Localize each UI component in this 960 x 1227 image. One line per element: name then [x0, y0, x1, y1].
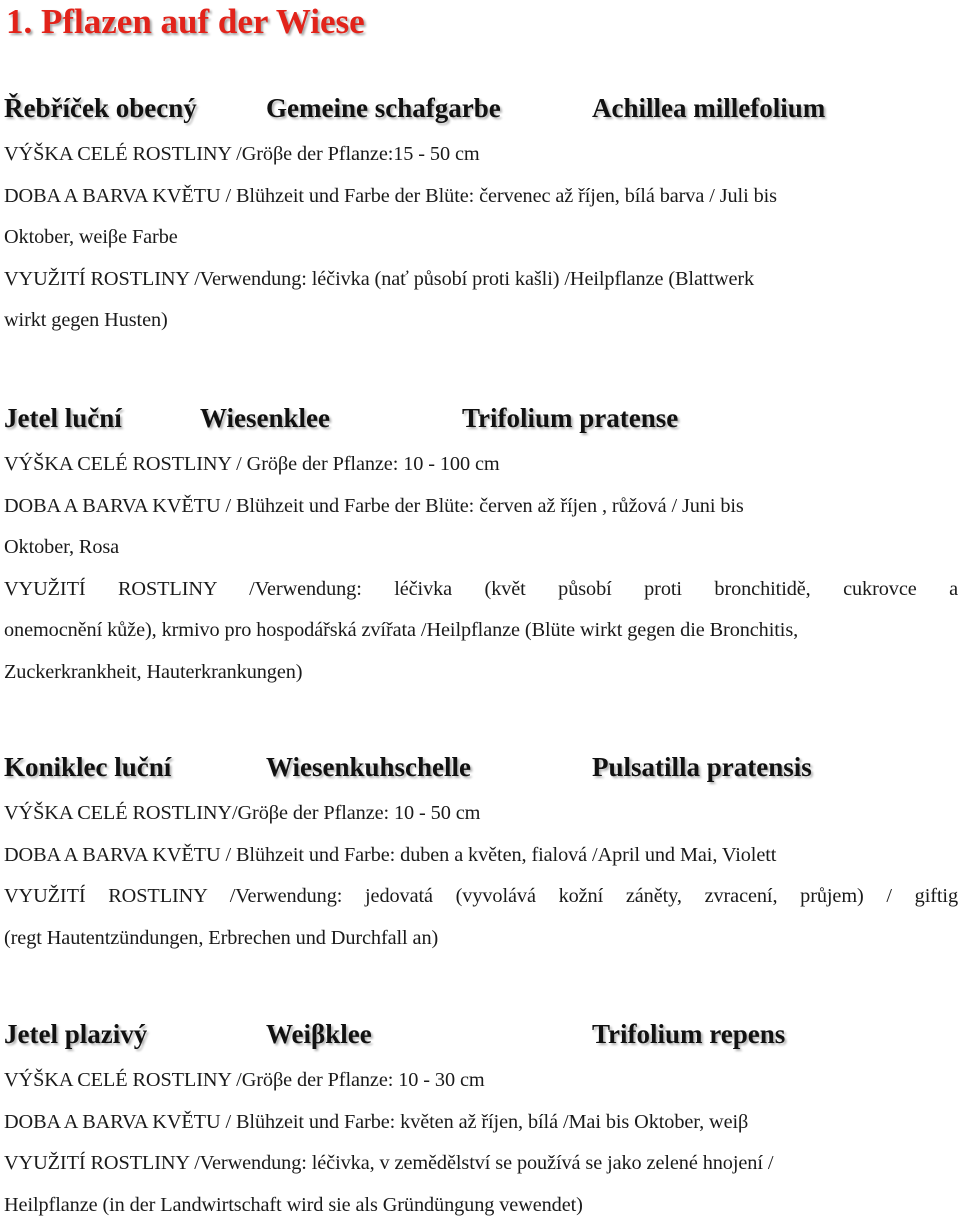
plant-name-czech: Jetel luční — [4, 403, 122, 433]
plant-bloom-line: DOBA A BARVA KVĚTU / Blühzeit und Farbe der Blüte: červenec až říjen, bílá barva / Juli bis — [4, 184, 777, 207]
plant-name-german: Wiesenkuhschelle — [266, 752, 472, 782]
plant-usage-line-cont: onemocnění kůže), krmivo pro hospodářská zvířata /Heilpflanze (Blüte wirkt gegen die Bronchitis, — [4, 619, 799, 642]
plant-height-line: VÝŠKA CELÉ ROSTLINY /Gröβe der Pflanze:15 - 50 cm — [4, 143, 480, 165]
plant-height-line: VÝŠKA CELÉ ROSTLINY/Gröβe der Pflanze: 10 - 50 cm — [4, 802, 481, 824]
plant-section-pulsatilla — [4, 749, 958, 959]
plant-name-german: Gemeine schafgarbe — [266, 93, 501, 123]
plant-usage-line-cont: Zuckerkrankheit, Hauterkrankungen) — [4, 660, 303, 683]
plant-bloom-line: DOBA A BARVA KVĚTU / Blühzeit und Farbe: duben a květen, fialová /April und Mai, Violett — [4, 843, 777, 866]
plant-usage-line-cont: Heilpflanze (in der Landwirtschaft wird sie als Gründüngung vewendet) — [4, 1193, 583, 1216]
plant-details — [4, 793, 958, 959]
plant-height-line: VÝŠKA CELÉ ROSTLINY /Gröβe der Pflanze: 10 - 30 cm — [4, 1069, 485, 1091]
plant-height-line: VÝŠKA CELÉ ROSTLINY / Gröβe der Pflanze: 10 - 100 cm — [4, 453, 500, 475]
plant-bloom-line: DOBA A BARVA KVĚTU / Blühzeit und Farbe: květen až říjen, bílá /Mai bis Oktober, weiβ — [4, 1110, 749, 1133]
plant-name-latin: Pulsatilla pratensis — [592, 752, 812, 782]
plant-name-czech: Jetel plazivý — [4, 1019, 148, 1049]
plant-usage-line: VYUŽITÍ ROSTLINY /Verwendung: léčivka (květ působí proti bronchitidě, cukrovce a — [4, 577, 958, 600]
plant-name-latin: Trifolium pratense — [462, 403, 679, 433]
plant-heading — [4, 749, 958, 785]
plant-heading — [4, 90, 958, 126]
plant-name-czech: Koniklec luční — [4, 752, 172, 782]
plant-details — [4, 134, 958, 342]
plant-section-achillea — [4, 90, 958, 342]
plant-heading — [4, 400, 958, 436]
plant-bloom-line: DOBA A BARVA KVĚTU / Blühzeit und Farbe der Blüte: červen až říjen , růžová / Juni bis — [4, 494, 744, 517]
plant-usage-line-cont: wirkt gegen Husten) — [4, 309, 168, 332]
plant-section-trifolium-pratense — [4, 400, 958, 694]
plant-usage-line-cont: (regt Hautentzündungen, Erbrechen und Durchfall an) — [4, 926, 439, 949]
plant-bloom-line-cont: Oktober, weiβe Farbe — [4, 226, 178, 249]
plant-heading — [4, 1016, 958, 1052]
plant-name-latin: Achillea millefolium — [592, 93, 826, 123]
page-title: 1. Pflazen auf der Wiese — [6, 2, 365, 41]
plant-details — [4, 1060, 958, 1226]
plant-name-czech: Řebříček obecný — [4, 93, 197, 123]
plant-name-german: Weiβklee — [266, 1019, 372, 1049]
plant-usage-line: VYUŽITÍ ROSTLINY /Verwendung: léčivka (nať působí proti kašli) /Heilpflanze (Blattwerk — [4, 267, 755, 290]
plant-usage-line: VYUŽITÍ ROSTLINY /Verwendung: jedovatá (vyvolává kožní záněty, zvracení, průjem) / giftig — [4, 885, 958, 908]
plant-name-latin: Trifolium repens — [592, 1019, 786, 1049]
plant-usage-line: VYUŽITÍ ROSTLINY /Verwendung: léčivka, v zemědělství se používá se jako zelené hnojení / — [4, 1152, 774, 1175]
plant-bloom-line-cont: Oktober, Rosa — [4, 536, 120, 559]
plant-section-trifolium-repens — [4, 1016, 958, 1226]
plant-name-german: Wiesenklee — [200, 403, 330, 433]
plant-details — [4, 444, 958, 694]
